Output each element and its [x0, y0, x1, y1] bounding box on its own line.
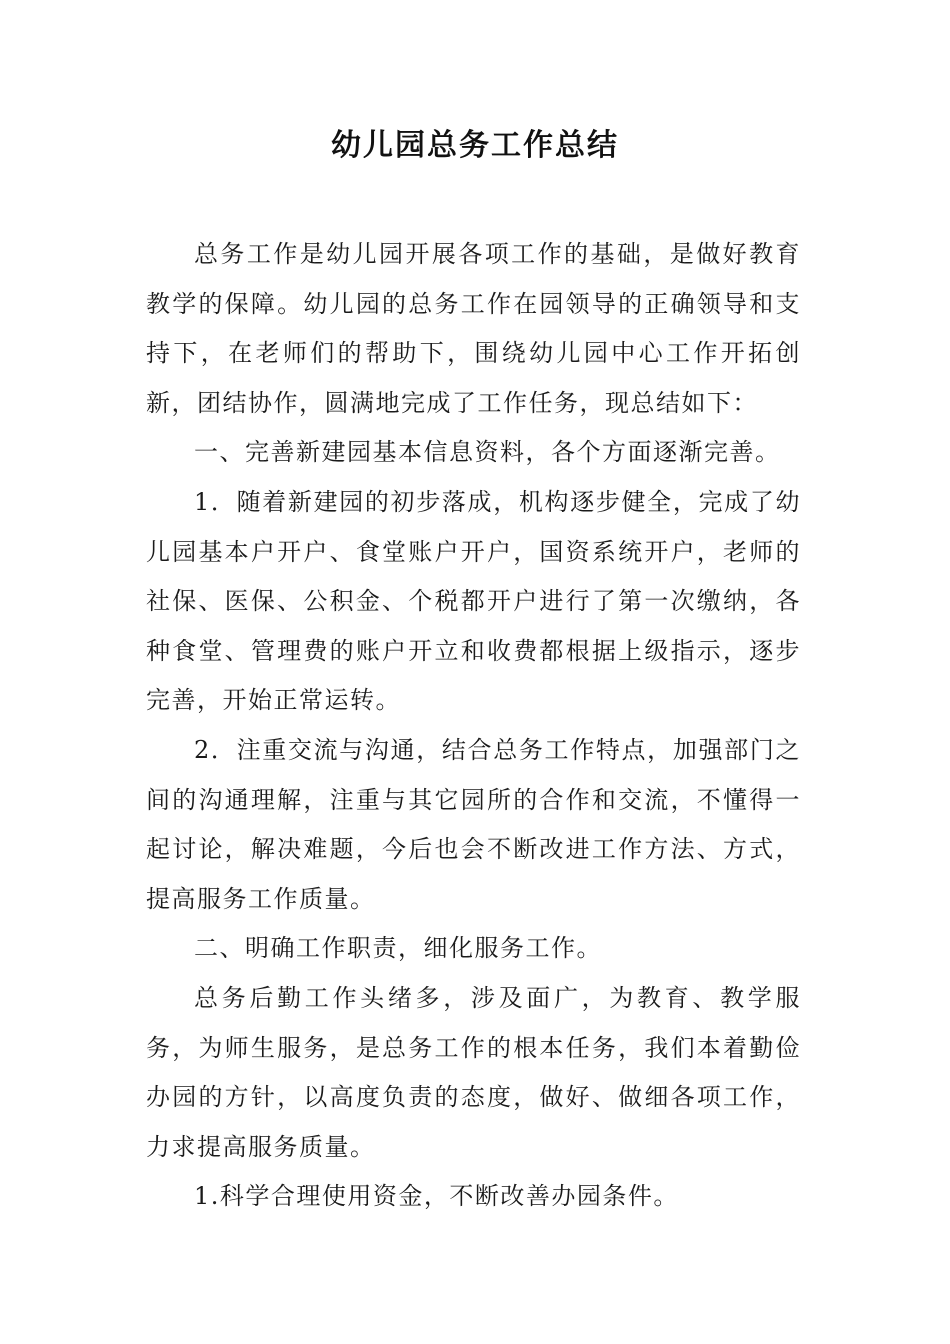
- paragraph-intro: 总务工作是幼儿园开展各项工作的基础，是做好教育教学的保障。幼儿园的总务工作在园领导的正确领导和支持下，在老师们的帮助下，围绕幼儿园中心工作开拓创新，团结协作，圆满地完成了工作任务，现总结如下：: [146, 240, 801, 417]
- document-body: [146, 230, 801, 1222]
- paragraph-item-2-1: 1.科学合理使用资金，不断改善办园条件。: [194, 1182, 679, 1211]
- paragraph-section-2-intro: 总务后勤工作头绪多，涉及面广，为教育、教学服务，为师生服务，是总务工作的根本任务，我们本着勤俭办园的方针，以高度负责的态度，做好、做细各项工作，力求提高服务质量。: [146, 983, 801, 1161]
- paragraph-item-1-1: 1．随着新建园的初步落成，机构逐步健全，完成了幼儿园基本户开户、食堂账户开户，国资系统开户，老师的社保、医保、公积金、个税都开户进行了第一次缴纳，各种食堂、管理费的账户开立和收费都根据上级指示，逐步完善，开始正常运转。: [146, 487, 801, 715]
- section-heading-1: 一、完善新建园基本信息资料，各个方面逐渐完善。: [194, 438, 781, 467]
- document-title: 幼儿园总务工作总结: [331, 128, 619, 163]
- paragraph-item-1-2: 2．注重交流与沟通，结合总务工作特点，加强部门之间的沟通理解，注重与其它园所的合作和交流，不懂得一起讨论，解决难题，今后也会不断改进工作方法、方式，提高服务工作质量。: [146, 735, 801, 913]
- section-heading-2: 二、明确工作职责，细化服务工作。: [194, 934, 602, 963]
